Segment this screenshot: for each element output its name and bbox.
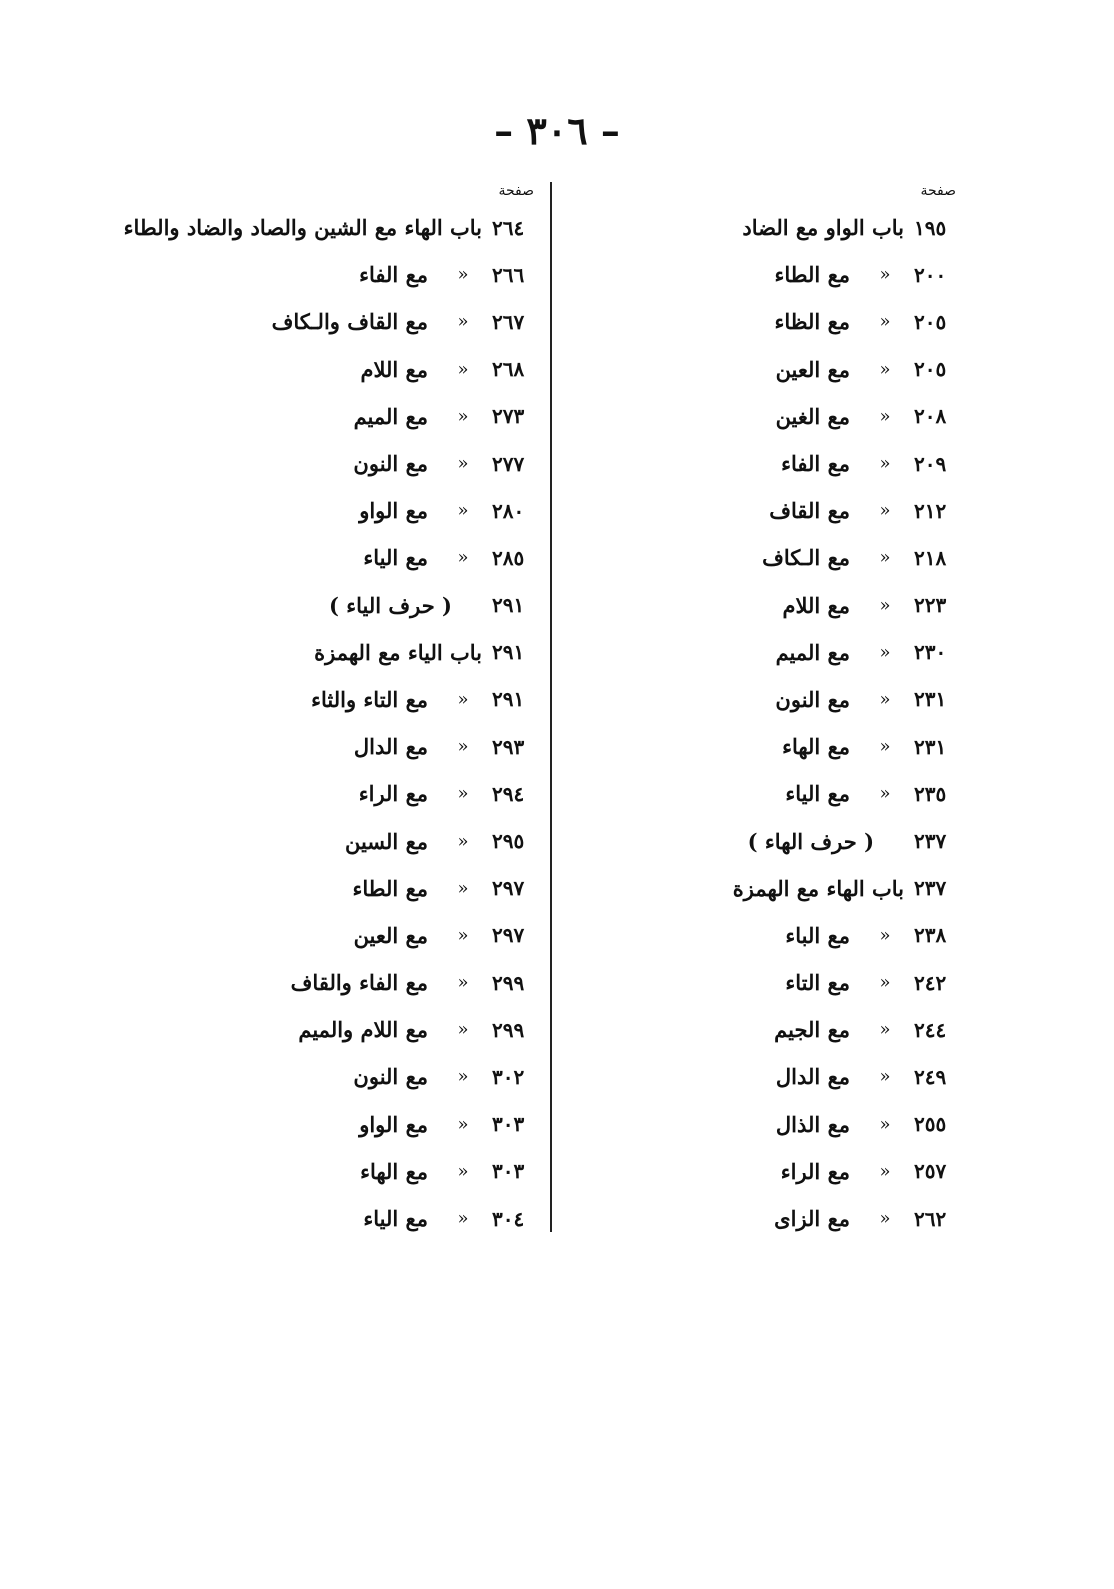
entry-title: باب الهاء مع الهمزة	[732, 875, 904, 901]
toc-entry	[74, 582, 534, 629]
ditto-mark: «	[879, 405, 891, 427]
ditto-mark: «	[457, 688, 469, 710]
entry-title: مع الياء	[785, 781, 850, 807]
ditto-mark: «	[457, 877, 469, 899]
page-ref: ٢٠٥	[914, 357, 947, 382]
entry-title: مع الراء	[780, 1158, 850, 1184]
toc-entry	[74, 865, 534, 912]
page-ref: ٢٦٦	[492, 262, 525, 287]
toc-entry	[74, 770, 534, 817]
toc-entry	[576, 582, 956, 629]
toc-entry	[576, 1053, 956, 1100]
page-ref: ٢٦٢	[914, 1206, 947, 1231]
column-divider	[550, 182, 552, 1232]
entry-title: مع الميم	[353, 403, 428, 429]
entry-title: مع الياء	[363, 545, 428, 571]
page-number: – ٣٠٦ –	[494, 108, 620, 153]
entry-title: مع الزاى	[774, 1206, 850, 1232]
page-ref: ٢٩٣	[492, 734, 525, 759]
toc-entry	[74, 723, 534, 770]
entry-title: مع الجيم	[774, 1017, 850, 1043]
entry-title: ( حرف الهاء )	[747, 828, 874, 854]
entry-title: مع الدال	[353, 734, 428, 760]
entry-title: مع الفاء	[781, 451, 850, 477]
ditto-mark: «	[457, 830, 469, 852]
page-ref: ٢٦٤	[492, 215, 525, 240]
page-ref: ٣٠٢	[492, 1064, 525, 1089]
toc-entry	[74, 298, 534, 345]
page-ref: ١٩٥	[914, 215, 947, 240]
left-column	[74, 178, 534, 1242]
left-entries	[74, 204, 534, 1242]
entry-title: مع الفاء والقاف	[290, 970, 428, 996]
page-ref: ٢٨٥	[492, 545, 525, 570]
ditto-mark: «	[457, 1160, 469, 1182]
page-ref: ٢٣١	[914, 687, 947, 712]
page-ref: ٢٧٧	[492, 451, 525, 476]
entry-title: مع العين	[775, 356, 850, 382]
entry-title: مع العين	[353, 922, 428, 948]
page-ref: ٢٩١	[492, 687, 525, 712]
entry-title: مع الغين	[775, 403, 850, 429]
page-ref: ٣٠٣	[492, 1112, 525, 1137]
page-ref: ٢٩٩	[492, 970, 525, 995]
entry-title: مع الباء	[785, 922, 850, 948]
ditto-mark: «	[457, 311, 469, 333]
entry-title: مع القاف	[769, 498, 850, 524]
page-ref: ٢٠٠	[914, 262, 947, 287]
entry-title: مع التاء	[785, 970, 850, 996]
page-ref: ٢١٨	[914, 545, 947, 570]
toc-entry	[74, 346, 534, 393]
page-ref: ٢١٢	[914, 498, 947, 523]
ditto-mark: «	[879, 1066, 891, 1088]
toc-entry	[74, 959, 534, 1006]
entry-title: مع السين	[344, 828, 428, 854]
ditto-mark: «	[879, 311, 891, 333]
entry-title: مع الـكاف	[762, 545, 850, 571]
page-ref: ٢٥٧	[914, 1159, 947, 1184]
page-ref: ٢٣١	[914, 734, 947, 759]
ditto-mark: «	[879, 594, 891, 616]
toc-entry	[576, 865, 956, 912]
page-ref: ٢٣٧	[914, 829, 947, 854]
ditto-mark: «	[879, 924, 891, 946]
page-ref: ٢٤٤	[914, 1017, 947, 1042]
page-ref: ٢٩١	[492, 593, 525, 618]
toc-entry	[74, 676, 534, 723]
toc-entry	[576, 1195, 956, 1242]
entry-title: باب الواو مع الضاد	[742, 215, 904, 241]
toc-entry	[74, 251, 534, 298]
page-ref: ٣٠٤	[492, 1206, 525, 1231]
entry-title: مع الدال	[775, 1064, 850, 1090]
ditto-mark: «	[457, 736, 469, 758]
ditto-mark: «	[879, 1113, 891, 1135]
toc-entry	[74, 1195, 534, 1242]
left-column-header: صفحة	[498, 183, 534, 199]
page-ref: ٢٩٧	[492, 876, 525, 901]
toc-entry	[576, 1101, 956, 1148]
ditto-mark: «	[879, 688, 891, 710]
page-ref: ٢٤٢	[914, 970, 947, 995]
ditto-mark: «	[879, 547, 891, 569]
toc-entry	[576, 534, 956, 581]
entry-title: مع اللام	[782, 592, 850, 618]
toc-entry	[74, 1006, 534, 1053]
ditto-mark: «	[457, 1208, 469, 1230]
ditto-mark: «	[457, 547, 469, 569]
page-ref: ٢٩١	[492, 640, 525, 665]
toc-entry	[576, 676, 956, 723]
ditto-mark: «	[879, 641, 891, 663]
ditto-mark: «	[457, 405, 469, 427]
toc-entry	[74, 534, 534, 581]
entry-title: مع الواو	[359, 1111, 428, 1137]
page-ref: ٢٠٩	[914, 451, 947, 476]
entry-title: مع الهاء	[360, 1158, 428, 1184]
right-column-header: صفحة	[920, 183, 956, 199]
toc-entry	[74, 1148, 534, 1195]
toc-entry	[576, 251, 956, 298]
page-ref: ٣٠٣	[492, 1159, 525, 1184]
ditto-mark: «	[457, 1113, 469, 1135]
entry-title: مع الذال	[775, 1111, 850, 1137]
entry-title: مع النون	[353, 1064, 428, 1090]
page-ref: ٢٩٧	[492, 923, 525, 948]
toc-entry	[74, 487, 534, 534]
ditto-mark: «	[879, 736, 891, 758]
ditto-mark: «	[879, 972, 891, 994]
toc-entry	[576, 204, 956, 251]
entry-title: مع الراء	[358, 781, 428, 807]
page-ref: ٢٨٠	[492, 498, 525, 523]
page-ref: ٢٤٩	[914, 1064, 947, 1089]
entry-title: مع القاف والـكاف	[271, 309, 428, 335]
ditto-mark: «	[457, 453, 469, 475]
ditto-mark: «	[879, 1208, 891, 1230]
ditto-mark: «	[879, 783, 891, 805]
toc-entry	[74, 1101, 534, 1148]
toc-entry	[74, 204, 534, 251]
page-ref: ٢٩٥	[492, 829, 525, 854]
toc-entry	[576, 817, 956, 864]
page-ref: ٢٥٥	[914, 1112, 947, 1137]
entry-title: ( حرف الياء )	[329, 592, 452, 618]
right-column	[576, 178, 956, 1242]
ditto-mark: «	[457, 972, 469, 994]
toc-entry	[576, 770, 956, 817]
page-ref: ٢٦٨	[492, 357, 525, 382]
page-ref: ٢٩٤	[492, 781, 525, 806]
page-ref: ٢٧٣	[492, 404, 525, 429]
entry-title: مع اللام والميم	[298, 1017, 428, 1043]
entry-title: مع الطاء	[774, 262, 850, 288]
entry-title: مع التاء والثاء	[311, 686, 428, 712]
toc-entry	[576, 629, 956, 676]
toc-entry	[576, 440, 956, 487]
entry-title: مع الهاء	[782, 734, 850, 760]
toc-entry	[74, 440, 534, 487]
ditto-mark: «	[457, 264, 469, 286]
page-ref: ٢٣٥	[914, 781, 947, 806]
entry-title: مع النون	[775, 686, 850, 712]
page-ref: ٢٩٩	[492, 1017, 525, 1042]
entry-title: باب الهاء مع الشين والصاد والضاد والطاء	[123, 215, 482, 241]
ditto-mark: «	[879, 264, 891, 286]
page-ref: ٢٠٥	[914, 309, 947, 334]
page-ref: ٢٣٠	[914, 640, 947, 665]
ditto-mark: «	[879, 500, 891, 522]
entry-title: مع الظاء	[774, 309, 850, 335]
entry-title: مع الطاء	[352, 875, 428, 901]
toc-entry	[576, 1148, 956, 1195]
toc-entry	[74, 817, 534, 864]
page-ref: ٢٣٨	[914, 923, 947, 948]
toc-entry	[74, 912, 534, 959]
ditto-mark: «	[879, 358, 891, 380]
toc-entry	[576, 298, 956, 345]
ditto-mark: «	[457, 1066, 469, 1088]
ditto-mark: «	[457, 1019, 469, 1041]
right-entries	[576, 204, 956, 1242]
entry-title: باب الياء مع الهمزة	[314, 639, 482, 665]
page-ref: ٢٠٨	[914, 404, 947, 429]
toc-entry	[74, 629, 534, 676]
toc-entry	[576, 487, 956, 534]
entry-title: مع الفاء	[359, 262, 428, 288]
page-ref: ٢٢٣	[914, 593, 947, 618]
entry-title: مع الياء	[363, 1206, 428, 1232]
entry-title: مع النون	[353, 451, 428, 477]
ditto-mark: «	[457, 358, 469, 380]
toc-entry	[576, 346, 956, 393]
toc-entry	[576, 1006, 956, 1053]
ditto-mark: «	[457, 500, 469, 522]
ditto-mark: «	[879, 1160, 891, 1182]
ditto-mark: «	[879, 453, 891, 475]
entry-title: مع اللام	[360, 356, 428, 382]
toc-entry	[576, 393, 956, 440]
ditto-mark: «	[457, 783, 469, 805]
entry-title: مع الواو	[359, 498, 428, 524]
page-ref: ٢٣٧	[914, 876, 947, 901]
page-ref: ٢٦٧	[492, 309, 525, 334]
ditto-mark: «	[879, 1019, 891, 1041]
toc-entry	[576, 912, 956, 959]
ditto-mark: «	[457, 924, 469, 946]
toc-entry	[576, 723, 956, 770]
toc-entry	[576, 959, 956, 1006]
toc-entry	[74, 1053, 534, 1100]
entry-title: مع الميم	[775, 639, 850, 665]
toc-entry	[74, 393, 534, 440]
